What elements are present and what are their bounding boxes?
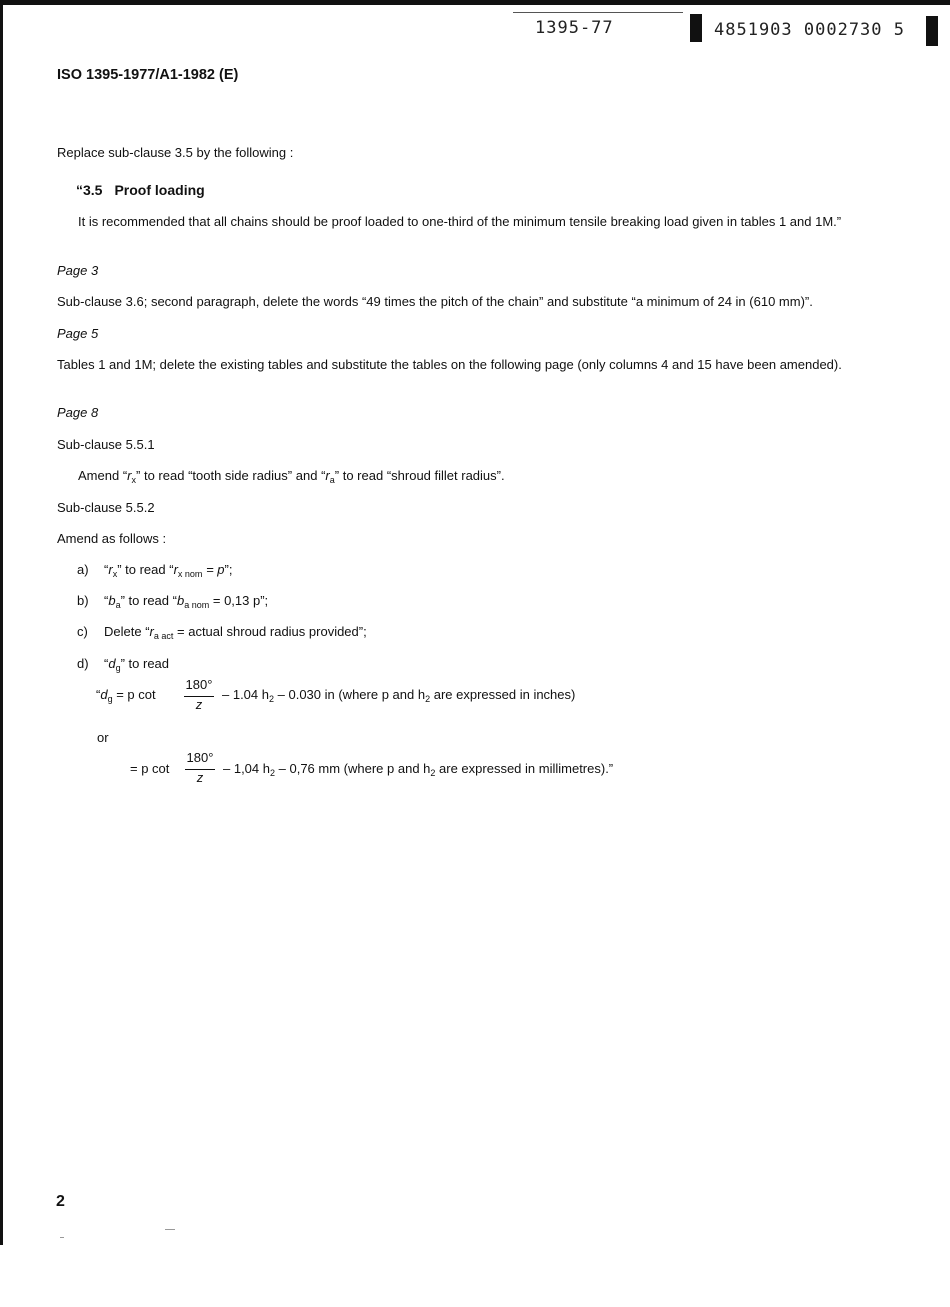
subclause-551-amend: Amend “$r_x$” to read “tooth side radius” and “$r_a$” to read “shroud fillet radius”. xyxy=(78,468,505,485)
clause-title: Proof loading xyxy=(114,182,205,198)
formula-mm-denominator: z xyxy=(196,770,204,785)
scan-speck xyxy=(165,1229,175,1230)
barcode-text: 4851903 0002730 5 xyxy=(714,20,905,40)
formula-inch-tail: – 1.04 $h_2 - 0.030$ in (where p and $h_2$ are expressed in inches) xyxy=(222,687,576,704)
replace-intro: Replace sub-clause 3.5 by the following : xyxy=(57,145,294,160)
doc-code: 1395-77 xyxy=(535,18,614,38)
fraction-bar xyxy=(184,696,214,697)
fraction-bar xyxy=(185,769,215,770)
subclause-552-intro: Amend as follows : xyxy=(57,531,167,546)
formula-mm-lhs: = p cot xyxy=(130,761,170,776)
clause-number: “3.5 xyxy=(76,182,103,198)
scan-speck xyxy=(60,1237,64,1238)
subclause-552-heading: Sub-clause 5.5.2 xyxy=(57,500,155,515)
formula-inch-numerator: 180° xyxy=(185,677,213,692)
scan-border-top xyxy=(0,0,950,5)
barcode-block-right xyxy=(926,16,938,46)
page5-text: Tables 1 and 1M; delete the existing tables and substitute the tables on the following page (only columns 4 and 15 have been amended). xyxy=(57,357,842,372)
subclause-551-heading: Sub-clause 5.5.1 xyxy=(57,437,155,452)
formula-mm-numerator: 180° xyxy=(186,750,214,765)
header-rule xyxy=(513,12,683,13)
barcode-block-left xyxy=(690,14,702,42)
formula-inch-denominator: z xyxy=(195,697,203,712)
page5-label: Page 5 xyxy=(57,326,99,341)
formula-inch-lhs: “$d_g = p$ cot xyxy=(96,687,156,704)
page3-label: Page 3 xyxy=(57,263,99,278)
formula-mm-tail: – 1,04 $h_2 - 0,76$ mm (where p and $h_2$ are expressed in millimetres).” xyxy=(223,761,614,778)
page-number: 2 xyxy=(56,1193,65,1210)
formula-inch-fraction xyxy=(184,677,214,712)
amend-item-a: a) “$r_x$” to read “$r_{x nom} = p$”; xyxy=(77,562,233,579)
or-word: or xyxy=(97,730,109,745)
clause-text: It is recommended that all chains should be proof loaded to one-third of the minimum tensile breaking load given in tables 1 and 1M.” xyxy=(78,214,842,229)
standard-id: ISO 1395-1977/A1-1982 (E) xyxy=(57,67,239,83)
amend-item-c: c) Delete “$r_{a act}$ = actual shroud radius provided”; xyxy=(77,624,367,641)
scan-border-left xyxy=(0,0,3,1245)
clause-heading xyxy=(76,182,205,198)
amend-item-d: d) “$d_g$” to read xyxy=(77,656,170,673)
page3-text: Sub-clause 3.6; second paragraph, delete the words “49 times the pitch of the chain” and substitute “a minimum of 24 in (610 mm)”. xyxy=(57,294,813,309)
page8-label: Page 8 xyxy=(57,405,99,420)
amend-item-b: b) “$b_a$” to read “$b_{a nom} = 0,13$ p”; xyxy=(77,593,269,610)
formula-mm-fraction xyxy=(185,750,215,785)
